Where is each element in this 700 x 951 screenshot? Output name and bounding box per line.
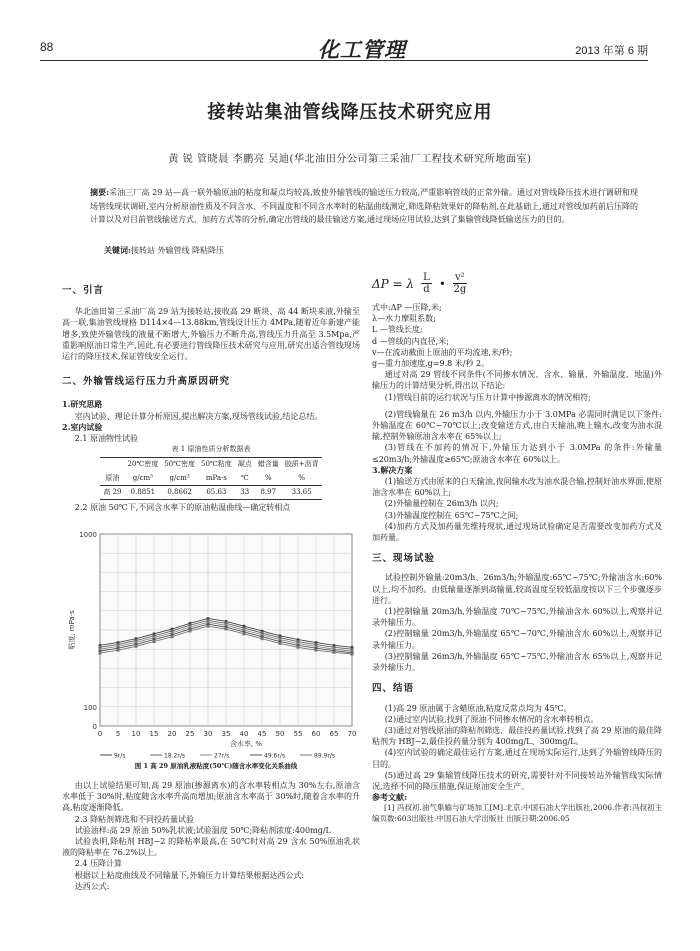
conclusion-2: (2)管线输量在 26 m3/h 以内,外输压力小于 3.0MPa 必需同时满足以下条件:外输温度在 60℃~70℃以上;改变输送方式,由白天输油,晚上输水,改变为油水混输,控制外输原油含水率在 65%以上; bbox=[372, 409, 662, 442]
subheading-lab: 2.室内试验 bbox=[62, 421, 103, 432]
formula-fraction-ld bbox=[421, 272, 432, 295]
final-5: (5)通过高 29 集输管线降压技术的研究,需要针对不同接转站外输管线实际情况,选择不同的降压措施,保证原油安全生产。 bbox=[372, 770, 662, 791]
def-line: d —管线的内直径,米; bbox=[372, 336, 449, 346]
table-cell: 胶质+沥青 bbox=[282, 458, 322, 472]
conclusion-1: (1)管线目前的运行状况与压力计算中掺源离水的情况相符; bbox=[384, 392, 591, 402]
formula-lhs: ΔP = λ bbox=[372, 277, 415, 291]
x-tick-label: 20 bbox=[167, 730, 177, 738]
calc-intro: 通过对高 29 管线不同条件(不同掺水情况、含水、输量、外输温度、地温)外输压力的计算结果分析,得出以下结论: bbox=[372, 370, 662, 391]
table-caption: 表 1 原油性质分析数据表 bbox=[171, 445, 251, 454]
x-tick-label: 0 bbox=[97, 730, 103, 738]
legend-label: 89.9r/s bbox=[314, 752, 335, 760]
viscosity-chart-svg bbox=[62, 528, 360, 772]
keywords-label: 关键词: bbox=[104, 245, 131, 255]
x-tick-label: 15 bbox=[149, 730, 159, 738]
reducer-result: 试验表明,降粘剂 HBJ−2 的降粘率最高,在 50℃时对高 29 含水 50%原油乳状液的降粘率在 76.2%以上。 bbox=[62, 837, 360, 858]
x-tick-label: 60 bbox=[311, 730, 321, 738]
subheading-solution: 3.解决方案 bbox=[372, 464, 413, 475]
subheading-approach: 1.研究思路 bbox=[62, 399, 103, 410]
subheading-oil-props: 2.1 原油物性试验 bbox=[74, 434, 139, 444]
chart-conclusion: 由以上试验结果可知,高 29 原油(掺源离水)的含水率转相点为 30%左右,原油含水率低于 30%时,粘度随含水率升高而增加;原油含水率高于 30%时,随着含水率的升高,粘度逐渐降低。 bbox=[62, 781, 360, 813]
formula-num: L bbox=[423, 272, 430, 283]
table-row bbox=[100, 485, 321, 499]
solution-3: (3)外输温度控制在 65℃~75℃之间; bbox=[384, 510, 519, 520]
section-heading-cause: 二、外输管线运行压力升高原因研究 bbox=[62, 376, 231, 388]
x-tick-label: 30 bbox=[203, 730, 213, 738]
field-step-3: (3)控制输量 26m3/h,外输温度 65℃~75℃,外输油含水 65%以上,观察并记录外输压力。 bbox=[372, 651, 662, 673]
section-heading-conclusion: 四、结语 bbox=[372, 683, 415, 695]
legend-label: 49.6r/s bbox=[264, 752, 285, 760]
formula-dot: • bbox=[438, 277, 446, 291]
x-tick-label: 25 bbox=[185, 730, 195, 738]
table-cell: 8.97 bbox=[255, 485, 282, 499]
y-tick-label: 0 bbox=[92, 723, 97, 731]
data-point bbox=[225, 628, 228, 631]
section-heading-field: 三、现场试验 bbox=[372, 553, 436, 565]
x-tick-label: 5 bbox=[115, 730, 121, 738]
data-point bbox=[171, 635, 174, 638]
data-point bbox=[117, 649, 120, 652]
table-cell: 65.63 bbox=[198, 485, 235, 499]
data-point bbox=[243, 632, 246, 635]
keywords bbox=[104, 245, 224, 256]
reference-1: [1] 冯叔初.油气集输与矿场加工[M].北京:中国石油大学出版社,2006.作者:冯叔初主编页数:603出版社:中国石油大学出版社 出版日期:2006.05 bbox=[372, 803, 662, 823]
table-header-row bbox=[100, 458, 321, 472]
data-point bbox=[351, 653, 354, 656]
abstract-label: 摘要: bbox=[90, 187, 110, 197]
x-tick-label: 55 bbox=[293, 730, 303, 738]
journal-logo: 化工管理 bbox=[318, 37, 406, 62]
solution-1: (1)输送方式由原来的白天输油,夜间输水改为油水混合输,控制好油水界面,使原油含水率在 60%以上; bbox=[372, 477, 662, 498]
pressure-drop-text: 根据以上粘度曲线及不同输量下,外输压力计算结果根据达西公式: bbox=[74, 870, 305, 880]
paper-authors: 黄 锐 管晓晨 李鹏亮 吴迪(华北油田分公司第三采油厂工程技术研究所地面室) bbox=[168, 154, 532, 165]
data-point bbox=[279, 642, 282, 645]
def-line: g—重力加速度,g=9.8 米/秒 2。 bbox=[372, 359, 490, 369]
def-line: 式中:ΔP —压降,米; bbox=[372, 303, 442, 312]
x-tick-label: 45 bbox=[257, 730, 267, 738]
paper-title: 接转站集油管线降压技术研究应用 bbox=[207, 102, 493, 123]
y-axis-label: 粘度, mPa·s bbox=[68, 610, 76, 650]
x-tick-label: 10 bbox=[131, 730, 141, 738]
table-cell: g/cm³ bbox=[132, 473, 153, 482]
legend-label: 18.2r/s bbox=[164, 752, 185, 760]
x-tick-label: 70 bbox=[347, 730, 357, 738]
table-cell: g/cm³ bbox=[169, 473, 190, 482]
table-cell bbox=[100, 458, 124, 472]
field-intro: 试验控制外输量:20m3/h、26m3/h;外输温度:65℃~75℃;外输油含水:60%以上,均不加药。由低输量逐渐到高输量,较高温度至较低温度按以下三个步骤逐步进行。 bbox=[372, 573, 662, 605]
abstract bbox=[90, 186, 638, 227]
data-point bbox=[99, 652, 102, 655]
x-tick-label: 35 bbox=[221, 730, 231, 738]
solution-2: (2)外输量控制在 26m3/h 以内; bbox=[384, 499, 499, 509]
subheading-viscosity-curve: 2.2 原油 50℃下,不同含水率下的原油粘温曲线—确定转相点 bbox=[74, 503, 291, 513]
darcy-formula bbox=[372, 272, 662, 295]
final-3: (3)通过对管线原油的降粘剂筛选、最佳投药量试验,找到了高 29 原油的最佳降粘剂为 HBJ−2,最佳投药量分别为 400mg/L、300mg/L。 bbox=[372, 725, 662, 747]
x-tick-label: 40 bbox=[239, 730, 249, 738]
table-cell: 50℃粘度 bbox=[198, 458, 235, 472]
approach-text: 室内试验、理论计算分析原因,提出解决方案,现场管线试验,结论总结。 bbox=[74, 411, 323, 421]
formula-den: 2g bbox=[453, 284, 467, 295]
subheading-pressure-drop: 2.4 压降计算 bbox=[74, 859, 123, 869]
x-tick-label: 50 bbox=[275, 730, 285, 738]
conclusion-3: (3)管线在不加药的情况下,外输压力达到小于 3.0MPa 的条件:外输量≤20m3/h;外输温度≥65℃;原油含水率在 60%以上。 bbox=[372, 443, 662, 464]
data-point bbox=[135, 645, 138, 648]
table-cell: ℃ bbox=[240, 473, 249, 482]
def-line: λ—水力摩阻系数; bbox=[372, 314, 436, 324]
final-1: (1)高 29 原油属于含蜡原油,粘度反常点均为 45℃。 bbox=[384, 703, 572, 713]
legend-label: 9r/s bbox=[114, 752, 126, 760]
table-cell: 蜡含量 bbox=[255, 458, 282, 472]
y-tick-label: 100 bbox=[83, 703, 97, 712]
data-point bbox=[297, 646, 300, 649]
left-column-bottom bbox=[62, 780, 360, 892]
data-point bbox=[189, 629, 192, 632]
table-cell: mPa·s bbox=[205, 473, 227, 482]
table-cell: 0.8851 bbox=[125, 485, 162, 499]
table-cell: 凝点 bbox=[235, 458, 255, 472]
data-point bbox=[315, 649, 318, 652]
final-2: (2)通过室内试验,找到了原油不同掺水情况的含水率转相点。 bbox=[384, 714, 599, 724]
data-point bbox=[207, 625, 210, 628]
formula-fraction-v2g bbox=[453, 272, 467, 295]
header-rule bbox=[40, 60, 648, 61]
solution-4: (4)加药方式及加药量先维持现状,通过现场试验确定是否需要改变加药方式及加药量。 bbox=[372, 521, 662, 543]
table-cell: 0.8662 bbox=[161, 485, 198, 499]
table-cell: % bbox=[298, 473, 306, 482]
data-point bbox=[153, 640, 156, 643]
x-axis-label: 含水率, % bbox=[229, 740, 263, 748]
reducer-conditions: 试验油样:高 29 原油 50%乳状液;试验温度 50℃;降粘剂浓度:400mg/L bbox=[74, 825, 331, 835]
y-tick-label: 1000 bbox=[79, 531, 97, 539]
darcy-label: 达西公式: bbox=[74, 881, 110, 891]
viscosity-chart bbox=[62, 528, 360, 772]
table-cell: % bbox=[264, 473, 272, 482]
subheading-reducer: 2.3 降粘剂筛选和不同投药量试验 bbox=[74, 814, 195, 824]
page-number: 88 bbox=[40, 40, 54, 54]
table-cell: 20℃密度 bbox=[125, 458, 162, 472]
chart-caption: 图 1 高 29 原油乳液粘度(50℃)随含水率变化关系曲线 bbox=[134, 762, 298, 770]
formula-num: v² bbox=[455, 272, 465, 283]
table-cell: 高 29 bbox=[100, 485, 124, 499]
legend-label: 27r/s bbox=[214, 752, 230, 760]
table-cell: 33.65 bbox=[282, 485, 322, 499]
final-4: (4)室内试验的确定最佳运行方案,通过在现场实际运行,达到了外输管线降压的目的。 bbox=[372, 748, 662, 769]
table-cell: 33 bbox=[235, 485, 255, 499]
section-heading-intro: 一、引言 bbox=[62, 285, 105, 296]
intro-paragraph: 华北油田第三采油厂高 29 站为接转站,接收高 29 断块、高 44 断块来液,外输至高一联,集油管线规格 D114×4—13.88km,管线设计压力 4MPa,随着近年新建产能增多,致使外输管线的液量不断增大,外输压力不断升高,管线压力升高至 3.5Mpa,严重影响原油日常生产,因此,有必要进行管线降压技术研究与应用,研究出适合管线现场运行的降压技术,保证管线安全运行。 bbox=[62, 307, 360, 362]
left-column-top bbox=[62, 285, 360, 513]
references-title: 参考文献: bbox=[372, 792, 407, 803]
field-step-1: (1)控制输量 20m3/h,外输温度 70℃~75℃,外输油含水 60%以上,观察并记录外输压力。 bbox=[372, 607, 662, 628]
formula-den: d bbox=[423, 284, 430, 295]
abstract-text: 采油三厂高 29 站—高一联外输原油的粘度和凝点均较高,致使外输管线的输送压力较高,严重影响管线的正常外输。通过对管线降压技术进行调研和现场管线现状调研,室内分析原油性质及不同含水、不同温度和不同含水率时的粘温曲线测定,筛选降粘效果好的降粘剂,在此基础上,通过对管线加药前后压降的计算以及对目前管线输送方式、加药方式等的分析,确定出管线的最佳输送方案,通过现场应用试验,达到了集输管线降低输送压力的目的。 bbox=[90, 188, 638, 224]
table-cell: 50℃密度 bbox=[161, 458, 198, 472]
x-tick-label: 65 bbox=[329, 730, 339, 738]
data-point bbox=[333, 651, 336, 654]
issue-label: 2013 年第 6 期 bbox=[575, 45, 648, 57]
table-unit-row bbox=[100, 472, 321, 486]
table-cell: 原油 bbox=[105, 473, 120, 482]
right-column bbox=[372, 302, 662, 824]
data-point bbox=[261, 637, 264, 640]
field-step-2: (2)控制输量 20m3/h,外输温度 65℃~70℃,外输油含水 60%以上,观察并记录外输压力。 bbox=[372, 629, 662, 650]
oil-property-table bbox=[100, 457, 321, 500]
keywords-text: 接转站 外输管线 降粘降压 bbox=[130, 246, 225, 255]
def-line: L —管线长度; bbox=[372, 325, 423, 335]
def-line: v—在流动截面上原油的平均流速,米/秒; bbox=[372, 347, 513, 357]
